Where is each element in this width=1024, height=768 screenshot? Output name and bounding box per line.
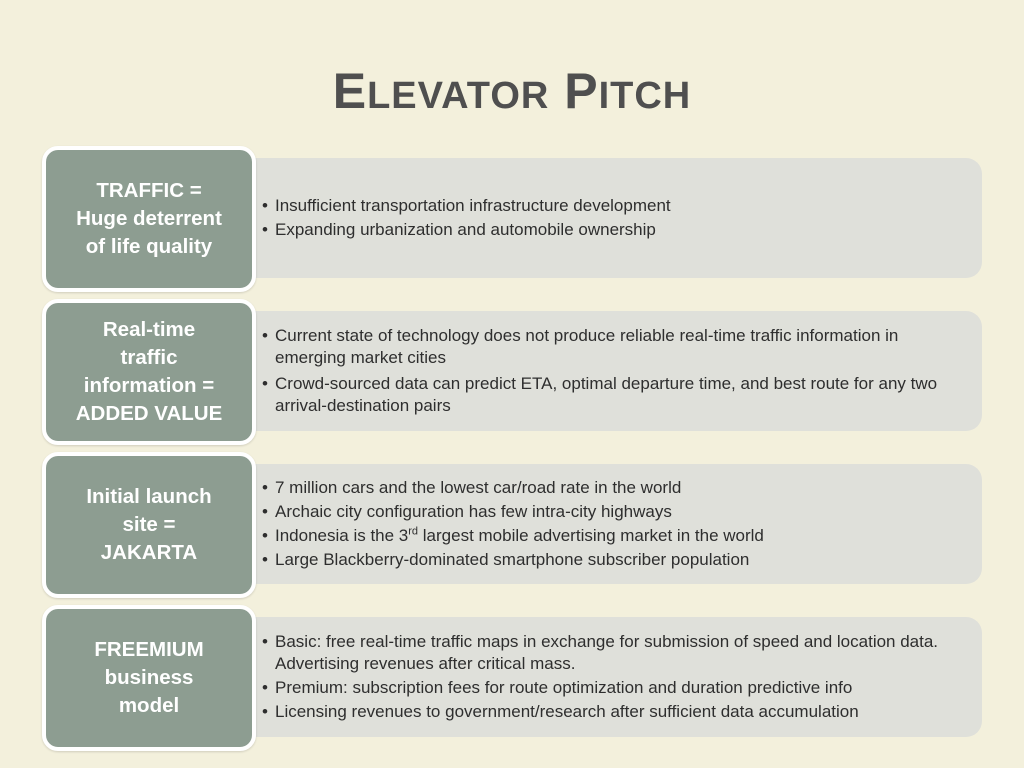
bullet-list	[228, 475, 804, 573]
bullet-list	[228, 193, 711, 243]
bullet-list	[228, 323, 982, 419]
pitch-row-freemium	[42, 605, 984, 751]
bullet-item-indonesia	[262, 525, 764, 547]
bullet-item: • Crowd-sourced data can predict ETA, optimal departure time, and best route for any two arrival-destination pairs	[262, 373, 942, 417]
bullet-item: • Insufficient transportation infrastructure development	[262, 195, 671, 217]
bullet-item: • Current state of technology does not produce reliable real-time traffic information in emerging market cities	[262, 325, 942, 369]
title-second-rest: ITCH	[598, 75, 692, 117]
bullet-item: • Large Blackberry-dominated smartphone subscriber population	[262, 549, 764, 571]
row-details-panel	[228, 617, 982, 737]
slide-title	[0, 62, 1024, 120]
row-label-box	[42, 299, 256, 445]
row-label-box	[42, 146, 256, 292]
bullet-text: largest mobile advertising market in the world	[418, 526, 764, 545]
pitch-row-traffic	[42, 146, 984, 292]
pitch-row-realtime	[42, 299, 984, 445]
row-details-panel	[228, 311, 982, 431]
row-label: FREEMIUM business model	[94, 638, 204, 717]
pitch-row-launch	[42, 452, 984, 598]
bullet-item: • 7 million cars and the lowest car/road rate in the world	[262, 477, 764, 499]
row-label-box	[42, 452, 256, 598]
bullet-item: • Licensing revenues to government/research after sufficient data accumulation	[262, 701, 942, 723]
row-label: Real-time traffic information = ADDED VALUE	[75, 318, 223, 425]
title-second-initial: P	[564, 63, 599, 119]
bullet-item: • Expanding urbanization and automobile ownership	[262, 219, 671, 241]
row-details-panel	[228, 464, 982, 584]
row-details-panel	[228, 158, 982, 278]
bullet-text: Indonesia is the 3	[275, 526, 409, 545]
row-label: Initial launch site = JAKARTA	[86, 485, 212, 564]
bullet-list	[228, 629, 982, 725]
bullet-item: • Premium: subscription fees for route optimization and duration predictive info	[262, 677, 942, 699]
title-first-initial: E	[332, 63, 368, 119]
bullet-item: • Archaic city configuration has few intra-city highways	[262, 501, 764, 523]
row-label: TRAFFIC = Huge deterrent of life quality	[76, 179, 222, 258]
row-label-box	[42, 605, 256, 751]
bullet-item: • Basic: free real-time traffic maps in exchange for submission of speed and location data. Advertising revenues after critical mass.	[262, 631, 942, 675]
superscript: rd	[408, 525, 419, 538]
title-first-rest: LEVATOR	[367, 75, 550, 117]
